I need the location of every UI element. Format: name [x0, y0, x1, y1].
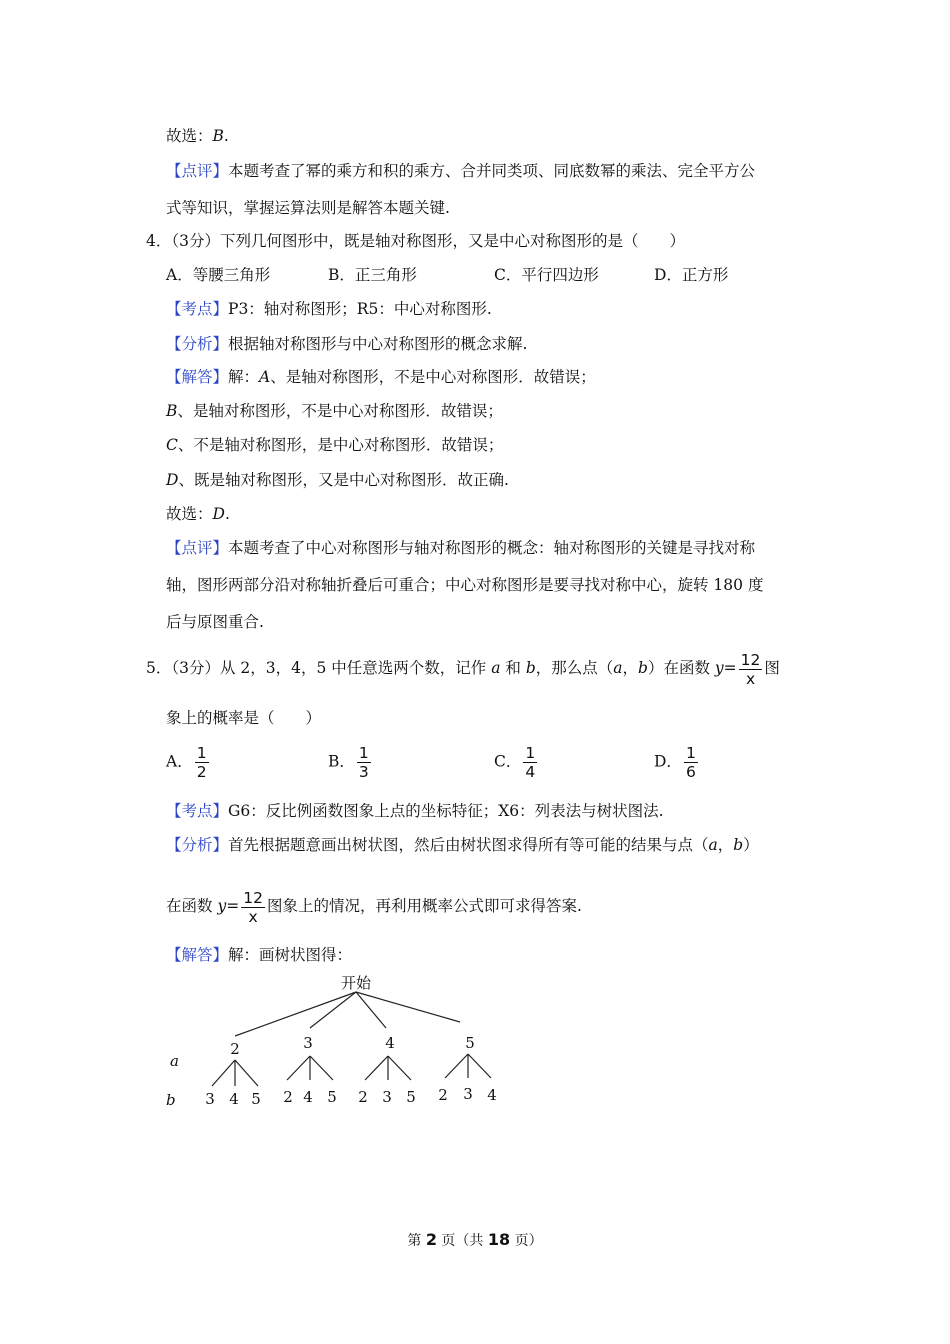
answer-line: B、是轴对称图形，不是中心对称图形．故错误； — [166, 402, 503, 420]
kaodian-line: 【考点】P3：轴对称图形；R5：中心对称图形. — [166, 300, 492, 318]
tree-edge — [212, 1060, 235, 1086]
option-a: A． $\frac{1}{2}$ — [166, 744, 207, 781]
comment-line: 【点评】本题考查了幂的乘方和积的乘方、合并同类项、同底数幂的乘法、完全平方公 — [166, 162, 756, 180]
tree-node-b: 3 — [205, 1090, 215, 1108]
page-footer: 第 2 页（共 18 页） — [407, 1230, 543, 1249]
tree-node-a: 2 — [230, 1040, 240, 1058]
jieda-line: 【解答】解：A、是轴对称图形，不是中心对称图形．故错误； — [166, 368, 596, 386]
total-pages: 18 — [487, 1230, 511, 1249]
tree-node-b: 4 — [303, 1088, 313, 1106]
fraction: $\frac{1}{2}$ — [196, 744, 207, 781]
tree-node-b: 5 — [251, 1090, 261, 1108]
fenxi-line: 【分析】首先根据题意画出树状图，然后由树状图求得所有等可能的结果与点（a，b） — [166, 836, 759, 854]
tree-edge — [235, 992, 356, 1036]
comment-line: 【点评】本题考查了中心对称图形与轴对称图形的概念：轴对称图形的关键是寻找对称 — [166, 539, 756, 557]
tree-edge — [287, 1056, 310, 1080]
fraction: $\frac{1}{3}$ — [358, 744, 369, 781]
tree-edge — [356, 992, 386, 1028]
comment-line: 式等知识，掌握运算法则是解答本题关键. — [166, 199, 450, 217]
row-label-a: a — [170, 1052, 179, 1070]
fraction: $\frac{1}{6}$ — [685, 744, 696, 781]
fenxi-line: 在函数 y= $\frac{12}{x}$ 图象上的情况，再利用概率公式即可求得答案. — [166, 888, 582, 926]
tree-node-b: 4 — [229, 1090, 239, 1108]
tree-edge — [356, 992, 460, 1022]
tree-node-a: 5 — [465, 1034, 475, 1052]
tree-edge — [468, 1054, 491, 1078]
tree-node-b: 2 — [438, 1086, 448, 1104]
option-d: D． $\frac{1}{6}$ — [654, 744, 696, 781]
row-label-b: b — [166, 1091, 176, 1109]
tree-node-b: 3 — [382, 1088, 392, 1106]
tree-edge — [445, 1054, 468, 1078]
tree-node-b: 3 — [463, 1085, 473, 1103]
option-b: B．正三角形 — [328, 266, 417, 284]
tree-edge — [310, 992, 356, 1028]
question-5-stem: 5．（3分）从 2，3，4，5 中任意选两个数，记作 a 和 b，那么点（a，b）在函数 y= $\frac{12}{x}$ 图 — [146, 650, 780, 688]
tree-node-b: 4 — [487, 1086, 497, 1104]
question-5-stem-line2: 象上的概率是（ ） — [166, 709, 322, 727]
tree-root: 开始 — [340, 974, 372, 992]
tree-node-a: 4 — [385, 1034, 395, 1052]
option-a: A．等腰三角形 — [166, 266, 271, 284]
page-number: 2 — [425, 1230, 437, 1249]
tree-node-b: 2 — [358, 1088, 368, 1106]
comment-line: 后与原图重合. — [166, 613, 264, 631]
answer-line: D、既是轴对称图形，又是中心对称图形．故正确. — [166, 471, 509, 489]
choose-line: 故选：B. — [166, 127, 229, 145]
comment-line: 轴，图形两部分沿对称轴折叠后可重合；中心对称图形是要寻找对称中心，旋转 180 度 — [166, 576, 764, 594]
tree-diagram — [160, 968, 520, 1118]
tree-node-b: 5 — [406, 1088, 416, 1106]
jieda-line: 【解答】解：画树状图得： — [166, 946, 353, 964]
kaodian-line: 【考点】G6：反比例函数图象上点的坐标特征；X6：列表法与树状图法. — [166, 802, 664, 820]
tree-edge — [388, 1056, 411, 1080]
fraction: $\frac{1}{4}$ — [525, 744, 536, 781]
choose-line: 故选：D. — [166, 505, 230, 523]
tree-node-a: 3 — [303, 1034, 313, 1052]
fenxi-line: 【分析】根据轴对称图形与中心对称图形的概念求解. — [166, 335, 528, 353]
tree-node-b: 2 — [283, 1088, 293, 1106]
tree-edge — [235, 1060, 258, 1086]
answer-line: C、不是轴对称图形，是中心对称图形．故错误； — [166, 436, 504, 454]
fraction: $\frac{12}{x}$ — [243, 888, 263, 926]
question-4-stem: 4．（3分）下列几何图形中，既是轴对称图形，又是中心对称图形的是（ ） — [146, 232, 685, 250]
option-d: D．正方形 — [654, 266, 729, 284]
option-b: B． $\frac{1}{3}$ — [328, 744, 369, 781]
fraction: $\frac{12}{x}$ — [740, 650, 761, 688]
option-c: C． $\frac{1}{4}$ — [494, 744, 536, 781]
option-c: C．平行四边形 — [494, 266, 599, 284]
tree-edge — [365, 1056, 388, 1080]
tree-edge — [310, 1056, 333, 1080]
tree-node-b: 5 — [327, 1088, 337, 1106]
